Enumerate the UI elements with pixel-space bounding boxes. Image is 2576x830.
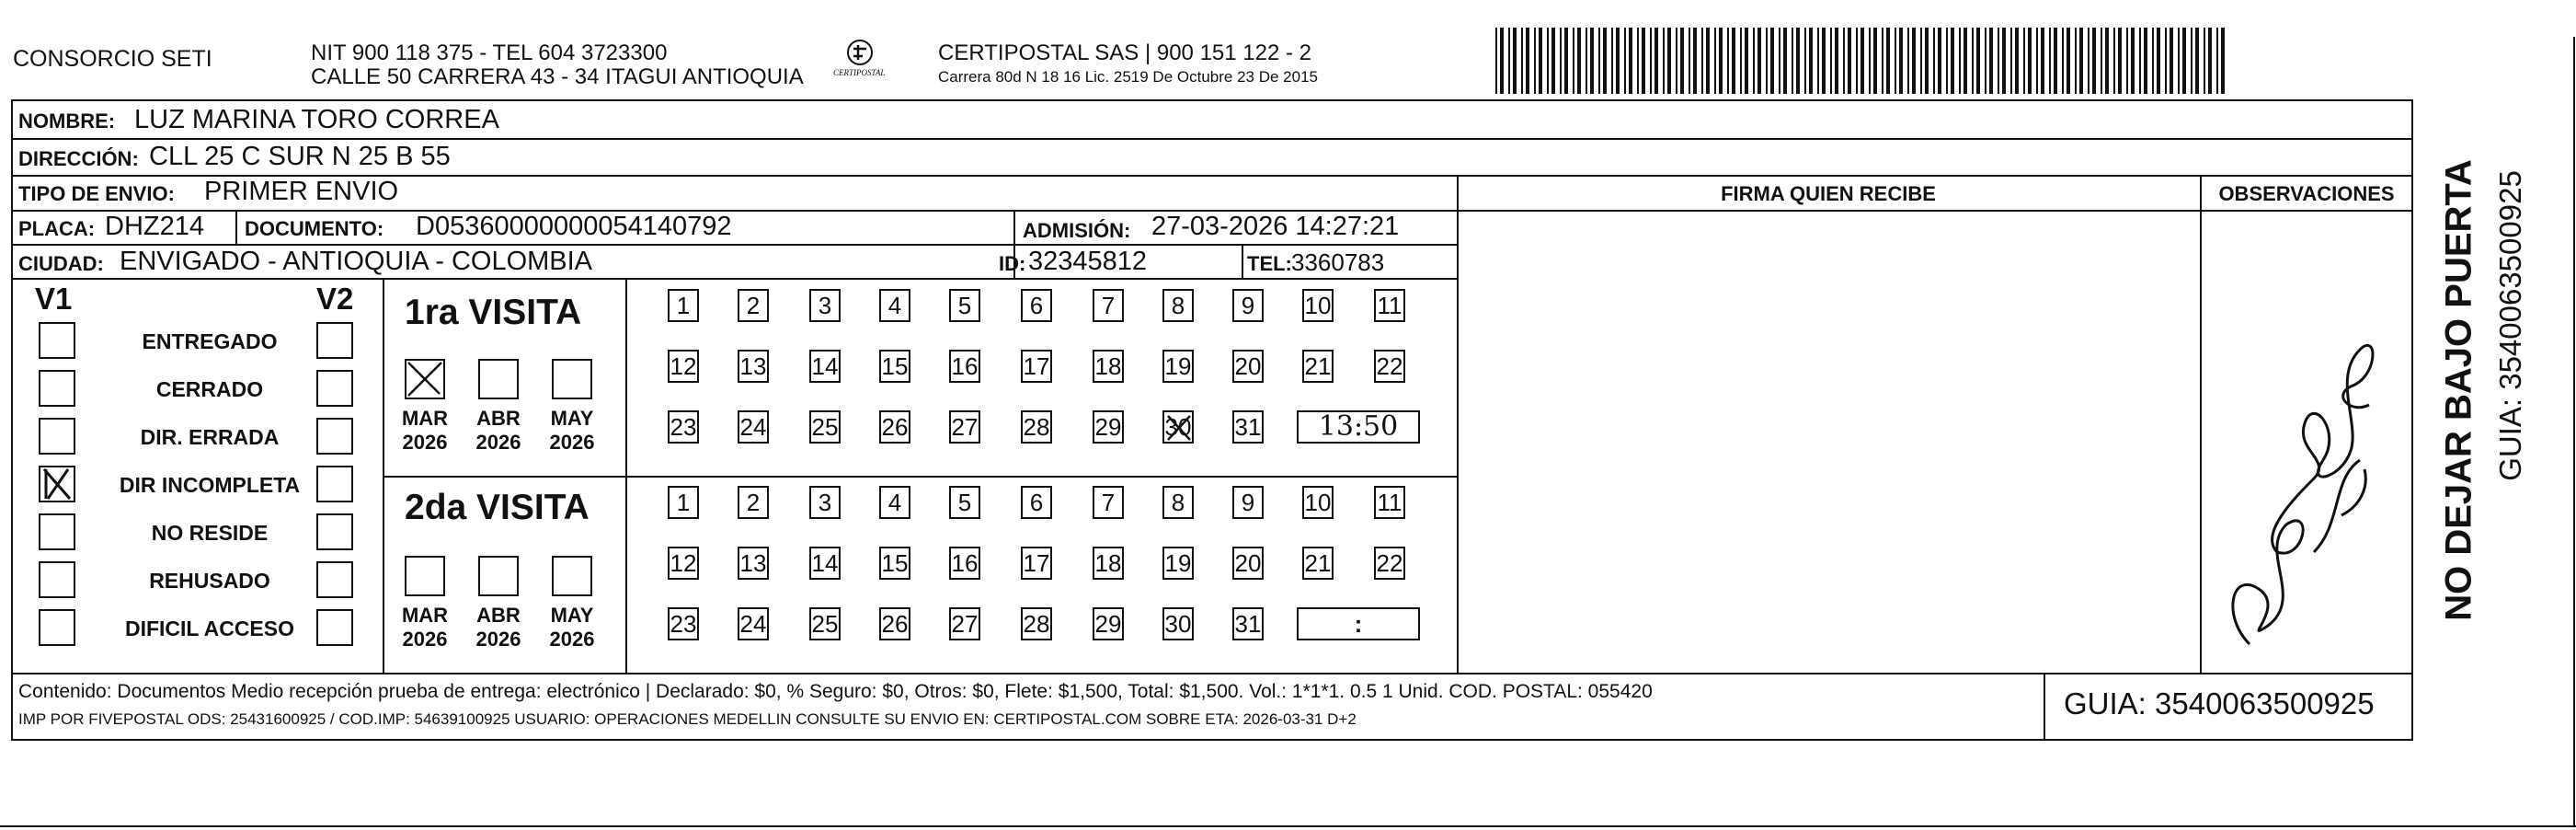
barcode-bar: [1792, 28, 1793, 94]
footer-guia: GUIA: 3540063500925: [2064, 686, 2375, 720]
barcode-bar: [2139, 28, 2141, 94]
barcode-bar: [2079, 28, 2083, 94]
barcode-bar: [2204, 28, 2205, 94]
day-box[interactable]: 22: [1374, 350, 1405, 383]
nombre-label: NOMBRE:: [18, 110, 116, 133]
day-box[interactable]: 9: [1232, 486, 1264, 519]
barcode-bar: [1856, 28, 1858, 94]
day-box[interactable]: 8: [1162, 289, 1194, 322]
barcode-bar: [1642, 28, 1645, 94]
day-box[interactable]: 3: [809, 486, 841, 519]
v2-checkbox[interactable]: [316, 322, 353, 359]
barcode-bar: [2041, 28, 2044, 94]
day-box[interactable]: 2: [738, 289, 769, 322]
barcode-bar: [1920, 28, 1922, 94]
barcode-bar: [1989, 28, 1993, 94]
barcode-bar: [1693, 28, 1697, 94]
tipo-envio-label: TIPO DE ENVIO:: [18, 182, 175, 205]
status-option-label: DIR. ERRADA: [140, 425, 280, 449]
day-box[interactable]: 19: [1162, 350, 1194, 383]
month-name: ABR: [476, 604, 521, 627]
barcode-bar: [1783, 28, 1787, 94]
footer-imp-line: IMP POR FIVEPOSTAL ODS: 25431600925 / COD.IMP: 54639100925 USUARIO: OPERACIONES MEDELLIN CONSULTE SU ENVIO EN: CERTIPOSTAL.COM SOBRE ETA: 2026-03-31 D+2: [18, 710, 1357, 728]
barcode-bar: [1907, 28, 1909, 94]
barcode-bar: [2152, 28, 2154, 94]
barcode-bar: [2067, 28, 2070, 94]
day-box[interactable]: 10: [1302, 289, 1334, 322]
v1-checkbox[interactable]: [39, 418, 75, 455]
day-box[interactable]: 20: [1232, 547, 1264, 580]
day-box[interactable]: 7: [1093, 289, 1124, 322]
barcode-bar: [1796, 28, 1800, 94]
barcode-bar: [2208, 28, 2212, 94]
barcode-bar: [1998, 28, 1999, 94]
barcode-bar: [1972, 28, 1974, 94]
v2-checkbox[interactable]: [316, 609, 353, 646]
day-box[interactable]: 2: [738, 486, 769, 519]
barcode-bar: [1539, 28, 1542, 94]
barcode-bar: [2178, 28, 2180, 94]
barcode-bar: [1959, 28, 1961, 94]
month-name: MAR: [401, 604, 449, 627]
day-box[interactable]: 16: [949, 547, 980, 580]
barcode-bar: [1495, 28, 1497, 94]
documento-value: D05360000000054140792: [416, 212, 732, 241]
barcode-bar: [1822, 28, 1826, 94]
barcode-bar: [1757, 28, 1761, 94]
second-visit-title: 2da VISITA: [405, 488, 590, 527]
license-line: Carrera 80d N 18 16 Lic. 2519 De Octubre 23 De 2015: [938, 68, 1318, 86]
id-label: ID:: [999, 252, 1026, 275]
day-box[interactable]: 9: [1232, 289, 1264, 322]
barcode-bar: [1590, 28, 1594, 94]
barcode-bar: [2144, 28, 2147, 94]
barcode-bar: [1946, 28, 1948, 94]
barcode-bar: [1869, 28, 1871, 94]
v2-label: V2: [316, 282, 354, 316]
id-value: 32345812: [1028, 247, 1148, 276]
barcode-bar: [1714, 28, 1716, 94]
day-box[interactable]: 26: [879, 607, 910, 640]
month-checkbox[interactable]: [552, 556, 592, 596]
month-label: [397, 407, 452, 455]
barcode-bar: [2118, 28, 2122, 94]
day-number: 30: [1164, 413, 1192, 441]
day-box[interactable]: 23: [668, 607, 699, 640]
barcode-bar: [1809, 28, 1813, 94]
month-name: ABR: [476, 407, 521, 430]
company-name: CONSORCIO SETI: [13, 46, 212, 72]
day-box[interactable]: 15: [879, 350, 910, 383]
barcode-bar: [2157, 28, 2160, 94]
month-year: 2026: [475, 431, 521, 454]
month-name: MAY: [550, 407, 594, 430]
day-box[interactable]: 25: [809, 607, 841, 640]
day-box[interactable]: 24: [738, 607, 769, 640]
barcode-bar: [1933, 28, 1935, 94]
tel-label: TEL:: [1247, 252, 1292, 275]
barcode-bar: [1899, 28, 1903, 94]
barcode-bar: [1886, 28, 1890, 94]
barcode-bar: [2036, 28, 2038, 94]
day-box[interactable]: 6: [1021, 486, 1052, 519]
barcode-bar: [1848, 28, 1851, 94]
month-name: MAR: [401, 407, 449, 430]
nombre-value: LUZ MARINA TORO CORREA: [134, 105, 499, 134]
barcode-bar: [2182, 28, 2186, 94]
barcode-bar: [1912, 28, 1916, 94]
day-box[interactable]: 3: [809, 289, 841, 322]
side-warning: NO DEJAR BAJO PUERTA: [2438, 159, 2479, 621]
v1-checkbox[interactable]: [39, 466, 75, 502]
barcode-bar: [1976, 28, 1980, 94]
barcode-bar: [1860, 28, 1864, 94]
barcode-bar: [1521, 28, 1523, 94]
barcode-bar: [1624, 28, 1626, 94]
day-box[interactable]: 11: [1374, 289, 1405, 322]
day-box[interactable]: 4: [879, 486, 910, 519]
barcode-bar: [1680, 28, 1684, 94]
barcode-bar: [1925, 28, 1929, 94]
barcode-bar: [2010, 28, 2012, 94]
barcode-bar: [1804, 28, 1806, 94]
firma-label: FIRMA QUIEN RECIBE: [1721, 182, 1936, 205]
day-box[interactable]: 23: [668, 410, 699, 444]
barcode-bar: [1629, 28, 1632, 94]
day-box[interactable]: 8: [1162, 486, 1194, 519]
v1-checkbox[interactable]: [39, 322, 75, 359]
day-box[interactable]: 29: [1093, 607, 1124, 640]
tel-value: 3360783: [1291, 248, 1385, 276]
barcode-bar: [1551, 28, 1555, 94]
barcode-bar: [1745, 28, 1748, 94]
barcode-bar: [1689, 28, 1690, 94]
v2-checkbox[interactable]: [316, 513, 353, 550]
day-box[interactable]: 12: [668, 547, 699, 580]
month-checkbox[interactable]: [405, 359, 445, 399]
day-box[interactable]: 25: [809, 410, 841, 444]
day-box[interactable]: 12: [668, 350, 699, 383]
barcode-bar: [1534, 28, 1536, 94]
day-box[interactable]: 7: [1093, 486, 1124, 519]
day-box[interactable]: 20: [1232, 350, 1264, 383]
day-box[interactable]: 18: [1093, 350, 1124, 383]
barcode-bar: [1500, 28, 1504, 94]
barcode-bar: [1667, 28, 1671, 94]
day-box[interactable]: 19: [1162, 547, 1194, 580]
footer-contenido: Contenido: Documentos Medio recepción prueba de entrega: electrónico | Declarado: $0, % Seguro: $0, Otros: $0, Flete: $1,500, Total: $1,500. Vol.: 1*1*1. 0.5 1 Unid. COD. POSTAL: 055420: [18, 681, 1653, 702]
barcode-bar: [1882, 28, 1883, 94]
day-box[interactable]: 14: [809, 547, 841, 580]
barcode-bar: [1706, 28, 1710, 94]
direccion-value: CLL 25 C SUR N 25 B 55: [149, 142, 451, 171]
day-box[interactable]: 11: [1374, 486, 1405, 519]
barcode-bar: [2216, 28, 2218, 94]
barcode-bar: [1719, 28, 1723, 94]
time-box[interactable]: 13:50: [1297, 410, 1420, 444]
day-box[interactable]: 29: [1093, 410, 1124, 444]
day-box[interactable]: 31: [1232, 410, 1264, 444]
barcode-bar: [2062, 28, 2064, 94]
day-box[interactable]: 17: [1021, 350, 1052, 383]
v2-checkbox[interactable]: [316, 418, 353, 455]
barcode-bar: [1770, 28, 1774, 94]
nit-line: NIT 900 118 375 - TEL 604 3723300: [311, 40, 668, 65]
month-label: [544, 604, 600, 651]
day-box[interactable]: 5: [949, 486, 980, 519]
barcode-bar: [1547, 28, 1549, 94]
day-box[interactable]: 13: [738, 547, 769, 580]
barcode-bar: [1779, 28, 1780, 94]
barcode-bar: [1564, 28, 1568, 94]
admision-label: ADMISIÓN:: [1023, 219, 1131, 242]
month-year: 2026: [402, 431, 448, 454]
barcode-bar: [1577, 28, 1581, 94]
day-box[interactable]: 13: [738, 350, 769, 383]
barcode-bar: [2101, 28, 2102, 94]
direccion-label: DIRECCIÓN:: [18, 147, 139, 170]
status-option-label: REHUSADO: [149, 569, 270, 593]
day-box[interactable]: 28: [1021, 410, 1052, 444]
barcode-bar: [2023, 28, 2025, 94]
barcode-bar: [1873, 28, 1877, 94]
first-visit-title: 1ra VISITA: [405, 293, 582, 332]
month-year: 2026: [402, 628, 448, 651]
month-year: 2026: [475, 628, 521, 651]
certipostal-line: CERTIPOSTAL SAS | 900 151 122 - 2: [938, 40, 1311, 65]
barcode-bar: [1985, 28, 1986, 94]
time-box[interactable]: :: [1297, 607, 1420, 640]
barcode-bar: [2195, 28, 2199, 94]
observaciones-label: OBSERVACIONES: [2218, 182, 2395, 205]
ciudad-value: ENVIGADO - ANTIOQUIA - COLOMBIA: [120, 247, 593, 276]
barcode-bar: [1732, 28, 1735, 94]
v2-checkbox[interactable]: [316, 466, 353, 502]
tipo-envio-value: PRIMER ENVIO: [204, 177, 399, 206]
day-box[interactable]: 24: [738, 410, 769, 444]
barcode-bar: [1663, 28, 1665, 94]
barcode-bar: [2002, 28, 2006, 94]
barcode-bar: [2170, 28, 2173, 94]
side-guia: GUIA: 3540063500925: [2493, 170, 2527, 481]
barcode-bar: [1701, 28, 1703, 94]
barcode-bar: [1508, 28, 1510, 94]
barcode-bar: [2075, 28, 2077, 94]
day-box[interactable]: 4: [879, 289, 910, 322]
day-box[interactable]: 21: [1302, 350, 1334, 383]
certipostal-logo: [828, 37, 892, 88]
recipient-signature: [2204, 294, 2387, 663]
logo-text: CERTIPOSTAL: [833, 68, 886, 77]
barcode-bar: [1938, 28, 1941, 94]
barcode-bar: [1598, 28, 1600, 94]
address-line: CALLE 50 CARRERA 43 - 34 ITAGUI ANTIOQUIA: [311, 64, 804, 89]
barcode-bar: [2054, 28, 2057, 94]
v1-label: V1: [35, 282, 73, 316]
barcode-bar: [1727, 28, 1729, 94]
admision-value: 27-03-2026 14:27:21: [1151, 212, 1400, 241]
day-box[interactable]: 1: [668, 486, 699, 519]
barcode-bar: [1951, 28, 1954, 94]
day-box[interactable]: 14: [809, 350, 841, 383]
placa-label: PLACA:: [18, 217, 96, 240]
documento-label: DOCUMENTO:: [245, 217, 384, 240]
barcode-bar: [1740, 28, 1742, 94]
month-label: [471, 604, 526, 651]
day-box[interactable]: [1162, 410, 1194, 444]
barcode: [1495, 28, 2227, 94]
month-name: MAY: [550, 604, 594, 627]
ciudad-label: CIUDAD:: [18, 252, 104, 275]
v2-checkbox[interactable]: [316, 561, 353, 598]
month-label: [397, 604, 452, 651]
day-box[interactable]: 10: [1302, 486, 1334, 519]
day-box[interactable]: 30: [1162, 607, 1194, 640]
v1-checkbox[interactable]: [39, 561, 75, 598]
barcode-bar: [2092, 28, 2096, 94]
day-box[interactable]: 28: [1021, 607, 1052, 640]
barcode-bar: [1753, 28, 1755, 94]
barcode-bar: [2028, 28, 2032, 94]
status-option-label: DIR INCOMPLETA: [119, 473, 301, 497]
month-checkbox[interactable]: [478, 556, 519, 596]
barcode-bar: [1766, 28, 1768, 94]
barcode-bar: [2131, 28, 2135, 94]
barcode-bar: [2088, 28, 2089, 94]
day-box[interactable]: 15: [879, 547, 910, 580]
barcode-bar: [1637, 28, 1639, 94]
day-box[interactable]: 6: [1021, 289, 1052, 322]
day-box[interactable]: 31: [1232, 607, 1264, 640]
barcode-bar: [1676, 28, 1677, 94]
barcode-bar: [1654, 28, 1658, 94]
barcode-bar: [2015, 28, 2019, 94]
day-box[interactable]: 5: [949, 289, 980, 322]
barcode-bar: [1603, 28, 1607, 94]
placa-value: DHZ214: [105, 212, 204, 241]
day-box[interactable]: 18: [1093, 547, 1124, 580]
day-box[interactable]: 1: [668, 289, 699, 322]
barcode-bar: [1573, 28, 1574, 94]
day-box[interactable]: 17: [1021, 547, 1052, 580]
barcode-bar: [2165, 28, 2167, 94]
barcode-bar: [1835, 28, 1838, 94]
day-box[interactable]: 27: [949, 607, 980, 640]
status-option-label: NO RESIDE: [151, 521, 269, 545]
status-option-label: DIFICIL ACCESO: [124, 617, 294, 640]
barcode-bar: [1650, 28, 1652, 94]
month-year: 2026: [549, 431, 595, 454]
day-box[interactable]: 21: [1302, 547, 1334, 580]
barcode-bar: [2221, 28, 2225, 94]
month-label: [471, 407, 526, 455]
day-box[interactable]: 26: [879, 410, 910, 444]
v1-checkbox[interactable]: [39, 370, 75, 407]
barcode-bar: [2126, 28, 2128, 94]
month-checkbox[interactable]: [405, 556, 445, 596]
day-box[interactable]: 27: [949, 410, 980, 444]
barcode-bar: [1830, 28, 1832, 94]
barcode-bar: [2049, 28, 2051, 94]
barcode-bar: [1586, 28, 1587, 94]
month-year: 2026: [549, 628, 595, 651]
day-box[interactable]: 16: [949, 350, 980, 383]
v1-checkbox[interactable]: [39, 609, 75, 646]
barcode-bar: [1513, 28, 1517, 94]
barcode-bar: [1817, 28, 1819, 94]
barcode-bar: [1963, 28, 1967, 94]
barcode-bar: [2105, 28, 2109, 94]
barcode-bar: [1526, 28, 1529, 94]
v1-checkbox[interactable]: [39, 513, 75, 550]
month-checkbox[interactable]: [478, 359, 519, 399]
barcode-bar: [1611, 28, 1613, 94]
month-label: [544, 407, 600, 455]
day-box[interactable]: 22: [1374, 547, 1405, 580]
barcode-bar: [1895, 28, 1896, 94]
barcode-bar: [2113, 28, 2115, 94]
status-option-label: ENTREGADO: [142, 329, 278, 353]
v2-checkbox[interactable]: [316, 370, 353, 407]
barcode-bar: [1843, 28, 1845, 94]
barcode-bar: [1560, 28, 1562, 94]
barcode-bar: [1616, 28, 1620, 94]
barcode-bar: [2191, 28, 2192, 94]
status-option-label: CERRADO: [155, 377, 264, 401]
month-checkbox[interactable]: [552, 359, 592, 399]
